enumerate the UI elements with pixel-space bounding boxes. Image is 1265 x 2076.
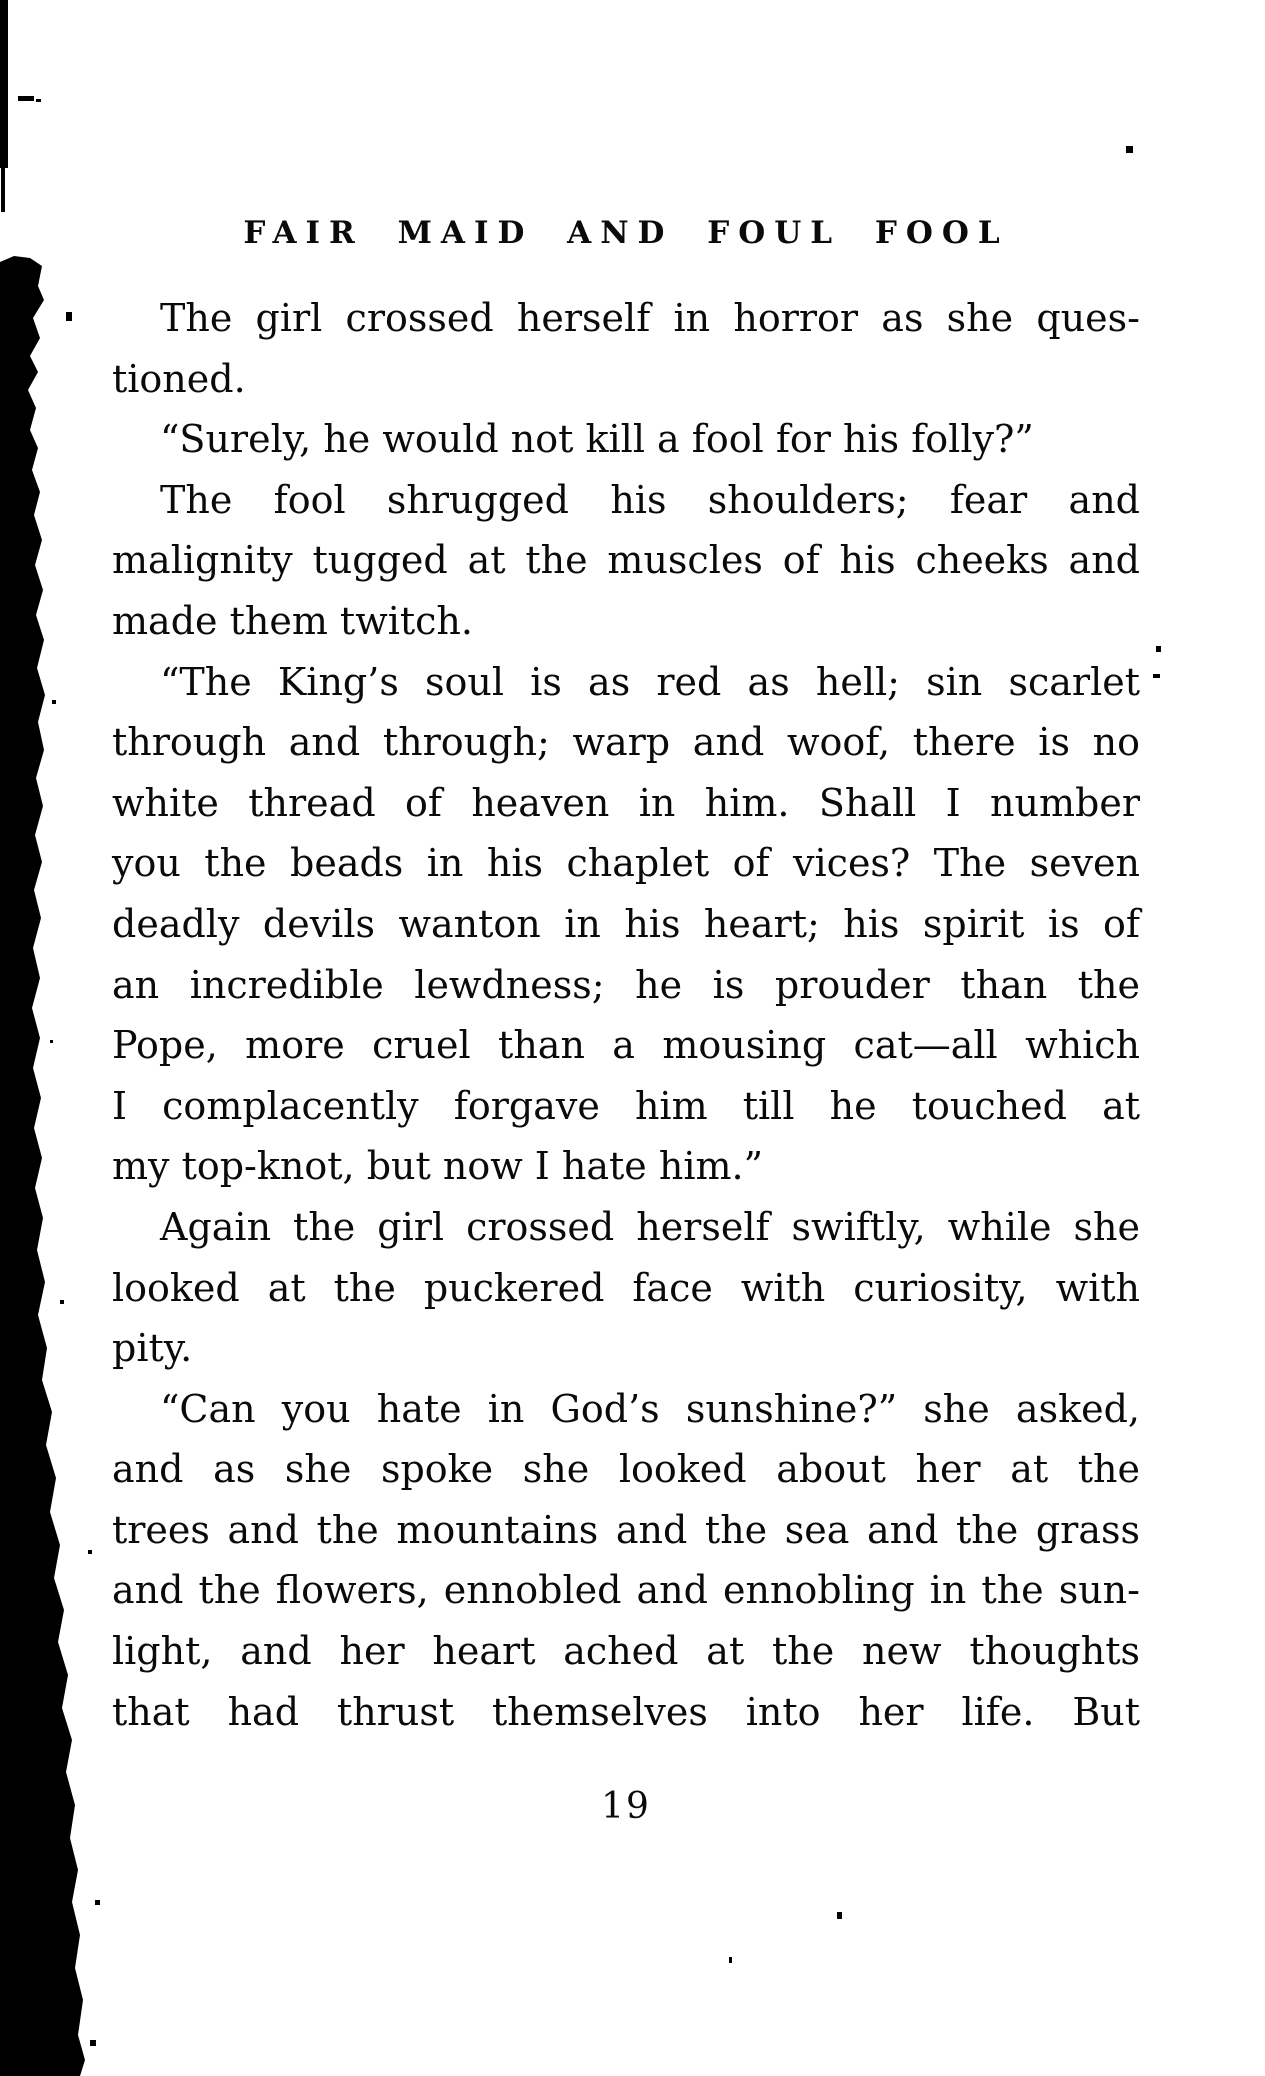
text-line: trees and the mountains and the sea and the grass (112, 1507, 1140, 1552)
text-line: made them twitch. (112, 598, 473, 643)
text-line: you the beads in his chaplet of vices? The seven (112, 841, 1140, 886)
text-line: my top-knot, but now I hate him.” (112, 1144, 764, 1189)
text-line: “The King’s soul is as red as hell; sin scarlet (160, 659, 1140, 704)
text-line: and the flowers, ennobled and ennobling in the sun- (112, 1568, 1140, 1613)
text-line: an incredible lewdness; he is prouder than the (112, 962, 1140, 1007)
page-body (112, 288, 1140, 1742)
text-line: The fool shrugged his shoulders; fear and (160, 477, 1140, 522)
page-header: FAIR MAID AND FOUL FOOL (243, 215, 1009, 251)
text-line: Pope, more cruel than a mousing cat—all which (112, 1023, 1140, 1068)
text-line: deadly devils wanton in his heart; his spirit is of (112, 901, 1140, 946)
text-line: white thread of heaven in him. Shall I number (112, 780, 1140, 825)
text-line: The girl crossed herself in horror as she ques- (160, 296, 1140, 340)
text-line: Again the girl crossed herself swiftly, while she (160, 1204, 1140, 1249)
text-line: light, and her heart ached at the new thoughts (112, 1629, 1140, 1674)
text-line: looked at the puckered face with curiosity, with (112, 1265, 1140, 1310)
text-line: that had thrust themselves into her life. But (112, 1689, 1140, 1734)
text-line: pity. (112, 1326, 193, 1371)
text-line: and as she spoke she looked about her at the (112, 1447, 1140, 1492)
page-number: 19 (601, 1786, 651, 1827)
text-line: malignity tugged at the muscles of his cheeks and (112, 538, 1140, 583)
text-line: tioned. (112, 356, 246, 401)
text-line: I complacently forgave him till he touched at (112, 1083, 1140, 1128)
text-line: through and through; warp and woof, there is no (112, 720, 1140, 765)
text-line: “Surely, he would not kill a fool for his folly?” (160, 417, 1034, 462)
text-line: “Can you hate in God’s sunshine?” she asked, (160, 1386, 1140, 1431)
